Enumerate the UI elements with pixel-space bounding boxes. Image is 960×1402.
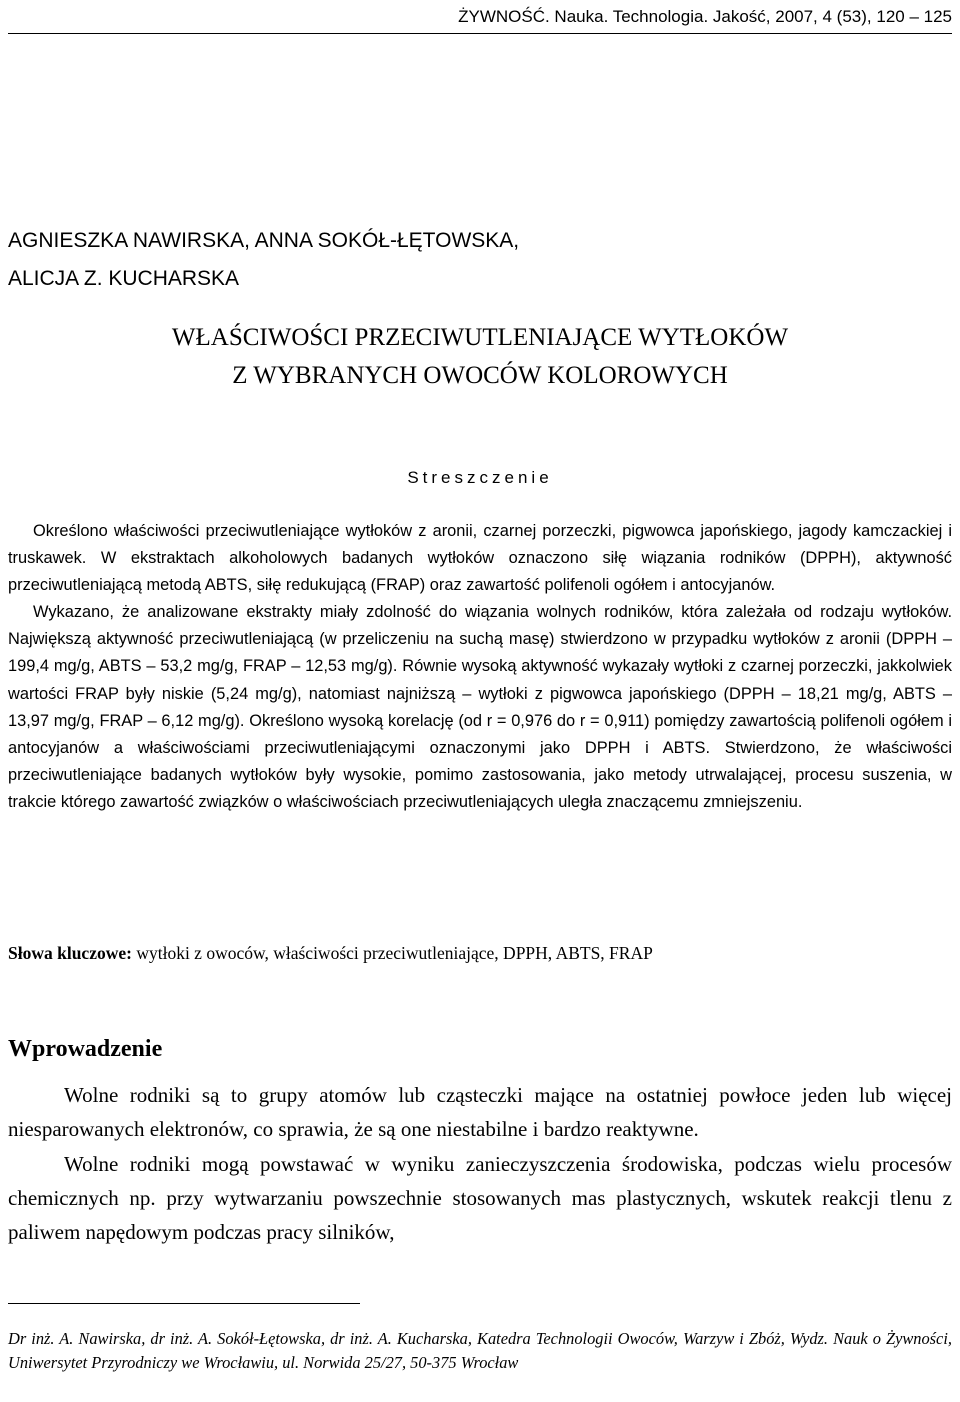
section-heading: Wprowadzenie [8, 1036, 163, 1062]
title-line-1: WŁAŚCIWOŚCI PRZECIWUTLENIAJĄCE WYTŁOKÓW [171, 324, 789, 351]
section-body [8, 1078, 952, 1249]
author-line-2: ALICJA Z. KUCHARSKA [8, 267, 240, 290]
keywords-text: wytłoki z owoców, właściwości przeciwutleniające, DPPH, ABTS, FRAP [131, 943, 653, 963]
body-paragraph: Wolne rodniki są to grupy atomów lub cząsteczki mające na ostatniej powłoce jeden lub więcej niesparowanych elektronów, co sprawia, że są one niestabilne i bardzo reaktywne. [8, 1083, 952, 1142]
author-line-1: AGNIESZKA NAWIRSKA, ANNA SOKÓŁ-ŁĘTOWSKA, [8, 229, 520, 252]
article-title [8, 319, 952, 395]
footnote-divider [8, 1303, 360, 1304]
keywords-label: Słowa kluczowe: [8, 943, 132, 963]
keywords [8, 939, 952, 967]
header-divider [8, 33, 952, 34]
body-paragraph: Wolne rodniki mogą powstawać w wyniku zanieczyszczenia środowiska, podczas wielu procesów chemicznych np. przy wytwarzaniu powszechnie stosowanych mas plastycznych, wskutek reakcji tlenu z paliwem napędowym podczas pracy silników, [8, 1151, 952, 1245]
title-line-2: Z WYBRANYCH OWOCÓW KOLOROWYCH [232, 362, 728, 389]
abstract-paragraph: Określono właściwości przeciwutleniające wytłoków z aronii, czarnej porzeczki, pigwowca japońskiego, jagody kamczackiej i truskawek. W ekstraktach alkoholowych badanych wytłoków oznaczono siłę wiązania rodników (DPPH), aktywność przeciwutleniającą metodą ABTS, siłę redukującą (FRAP) oraz zawartość polifenoli ogółem i antocyjanów. [8, 522, 952, 595]
author-affiliation-footnote: Dr inż. A. Nawirska, dr inż. A. Sokół-Łętowska, dr inż. A. Kucharska, Katedra Technologii Owoców, Warzyw i Zbóż, Wydz. Nauk o Żywności, Uniwersytet Przyrodniczy we Wrocławiu, ul. Norwida 25/27, 50-375 Wrocław [8, 1329, 952, 1372]
abstract-body [8, 518, 952, 816]
journal-citation: ŻYWNOŚĆ. Nauka. Technologia. Jakość, 2007, 4 (53), 120 – 125 [458, 7, 952, 26]
abstract-paragraph: Wykazano, że analizowane ekstrakty miały zdolność do wiązania wolnych rodników, która zależała od rodzaju wytłoków. Największą aktywność przeciwutleniającą (w przeliczeniu na suchą masę) stwierdzono w przypadku wytłoków z aronii (DPPH – 199,4 mg/g, ABTS – 53,2 mg/g, FRAP – 12,53 mg/g). Równie wysoką aktywność wykazały wytłoki z czarnej porzeczki, jakkolwiek wartości FRAP były niskie (5,24 mg/g), natomiast najniższą – wytłoki z pigwowca japońskiego (DPPH – 18,21 mg/g, ABTS – 13,97 mg/g, FRAP – 6,12 mg/g). Określono wysoką korelację (od r = 0,976 do r = 0,911) pomiędzy zawartością polifenoli ogółem i antocyjanów a właściwościami przeciwutleniającymi oznaczonymi jako DPPH i ABTS. Stwierdzono, że właściwości przeciwutleniające badanych wytłoków były wysokie, pomimo zastosowania, jako metody utrwalającej, procesu suszenia, w trakcie którego zawartość związków o właściwościach przeciwutleniających uległa znaczącemu zmniejszeniu. [8, 603, 952, 811]
author-list [8, 222, 948, 298]
abstract-heading: Streszczenie [407, 468, 553, 487]
